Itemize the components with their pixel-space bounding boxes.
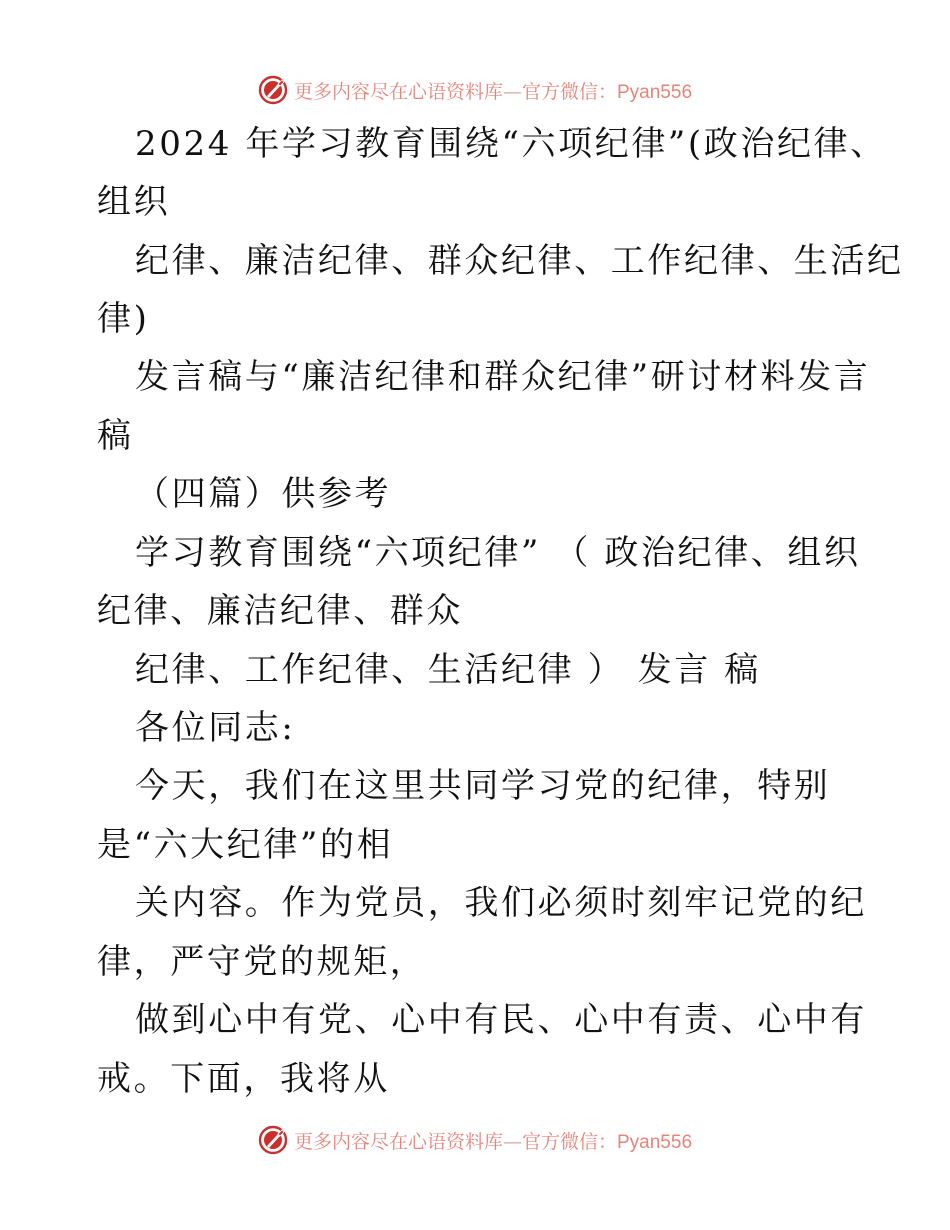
title-line-6: 稿 xyxy=(97,416,134,456)
subtitle-line-3: 纪律、工作纪律、生活纪律 ） 发言 稿 xyxy=(135,650,761,690)
body-line-1: 今天，我们在这里共同学习党的纪律，特别 xyxy=(135,766,831,806)
body-line-4: 律，严守党的规矩， xyxy=(97,942,427,982)
title-line-3: 纪律、廉洁纪律、群众纪律、工作纪律、生活纪 xyxy=(135,241,904,281)
pen-seal-icon xyxy=(258,1125,288,1155)
body-line-5: 做到心中有党、心中有民、心中有责、心中有 xyxy=(135,1000,867,1040)
body-line-2: 是“六大纪律”的相 xyxy=(97,825,394,865)
body-line-3: 关内容。作为党员，我们必须时刻牢记党的纪 xyxy=(135,883,867,923)
body-line-6: 戒。下面，我将从 xyxy=(97,1059,390,1099)
title-line-7: （四篇）供参考 xyxy=(135,474,392,514)
footer-watermark xyxy=(0,1120,950,1160)
subtitle-line-1: 学习教育围绕“六项纪律” （ 政治纪律、组织 xyxy=(135,533,861,573)
pen-seal-icon xyxy=(258,75,288,105)
title-line-4: 律) xyxy=(97,299,150,339)
title-line-5: 发言稿与“廉洁纪律和群众纪律”研讨材料发言 xyxy=(135,357,871,397)
header-watermark xyxy=(0,70,950,110)
watermark-text: 更多内容尽在心语资料库—官方微信：Pyan556 xyxy=(293,1130,693,1153)
salutation: 各位同志: xyxy=(135,708,296,748)
watermark-text: 更多内容尽在心语资料库—官方微信：Pyan556 xyxy=(293,80,693,103)
subtitle-line-2: 纪律、廉洁纪律、群众 xyxy=(97,591,463,631)
title-line-1: 2024 年学习教育围绕“六项纪律”(政治纪律、 xyxy=(135,124,887,164)
title-line-2: 组织 xyxy=(97,182,171,222)
